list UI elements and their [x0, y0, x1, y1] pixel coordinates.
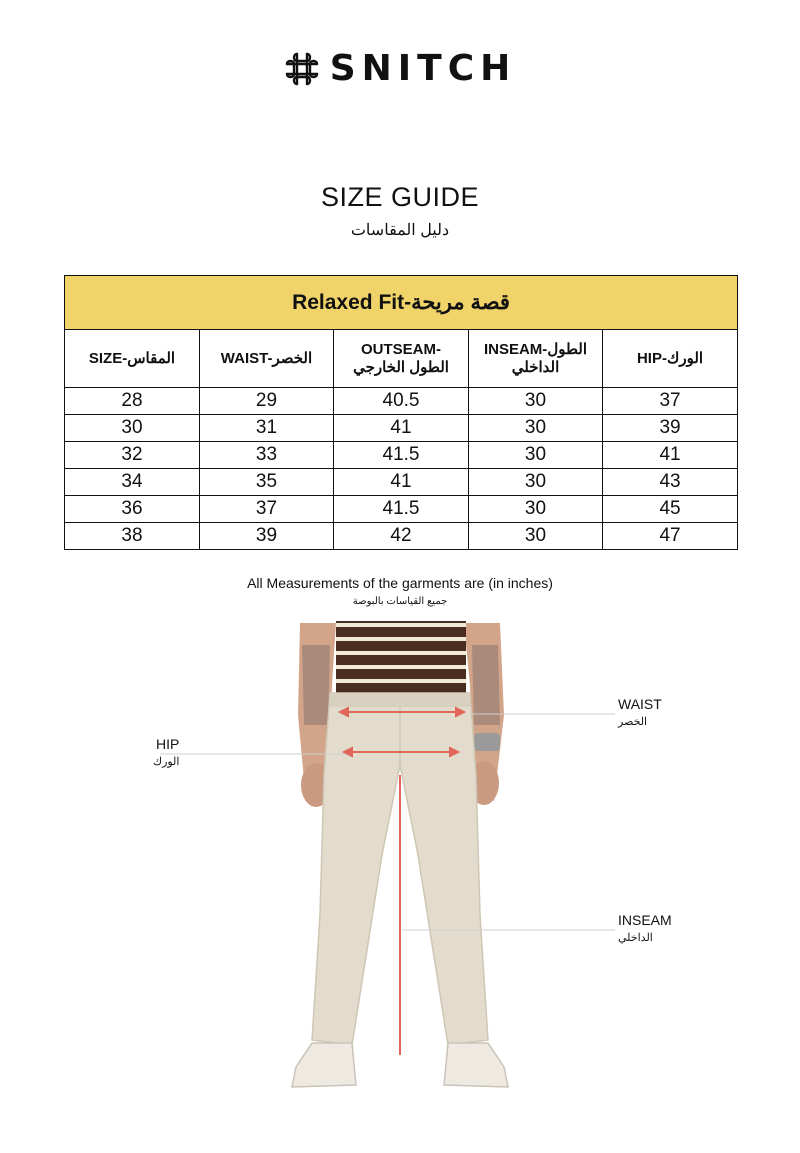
col-header-outseam: OUTSEAM- الطول الخارجي: [334, 330, 469, 388]
col-header-waist: WAIST-الخصر: [200, 330, 334, 388]
cell-hip: 47: [603, 523, 738, 550]
cell-outseam: 41.5: [334, 496, 469, 523]
fit-header-row: [65, 276, 738, 330]
col-header-inseam: INSEAM-الطول الداخلي: [469, 330, 603, 388]
hip-label: HIP: [156, 736, 180, 752]
cell-outseam: 42: [334, 523, 469, 550]
cell-size: 38: [65, 523, 200, 550]
model-figure: [0, 615, 800, 1148]
table-row: [65, 523, 738, 550]
cell-inseam: 30: [469, 442, 603, 469]
model-illustration: [0, 615, 800, 1148]
waist-label: WAIST: [618, 696, 662, 712]
table-row: [65, 442, 738, 469]
cell-waist: 35: [200, 469, 334, 496]
cell-inseam: 30: [469, 496, 603, 523]
column-header-row: [65, 330, 738, 388]
cell-outseam: 41.5: [334, 442, 469, 469]
cell-inseam: 30: [469, 469, 603, 496]
cell-hip: 39: [603, 415, 738, 442]
cell-waist: 33: [200, 442, 334, 469]
table-row: [65, 415, 738, 442]
table-row: [65, 469, 738, 496]
cell-hip: 43: [603, 469, 738, 496]
waist-label-arabic: الخصر: [618, 716, 648, 728]
watch: [474, 733, 500, 751]
hip-label-arabic: الورك: [153, 756, 180, 768]
col-header-size: SIZE-المقاس: [65, 330, 200, 388]
striped-shirt: [336, 621, 466, 701]
cell-inseam: 30: [469, 415, 603, 442]
measurement-note: All Measurements of the garments are (in inches): [247, 575, 553, 591]
cell-waist: 29: [200, 388, 334, 415]
page-subtitle-arabic: دليل المقاسات: [350, 222, 450, 239]
measurement-note-arabic: جميع القياسات بالبوصة: [352, 596, 448, 607]
cell-outseam: 41: [334, 469, 469, 496]
brand-logo: [0, 48, 800, 89]
right-shoe: [444, 1043, 508, 1087]
table-row: [65, 388, 738, 415]
cell-size: 30: [65, 415, 200, 442]
left-shoe: [292, 1043, 356, 1087]
cell-hip: 37: [603, 388, 738, 415]
cell-waist: 39: [200, 523, 334, 550]
cell-inseam: 30: [469, 388, 603, 415]
cell-waist: 31: [200, 415, 334, 442]
cell-hip: 45: [603, 496, 738, 523]
cell-size: 28: [65, 388, 200, 415]
cell-inseam: 30: [469, 523, 603, 550]
page-title: SIZE GUIDE: [320, 182, 480, 212]
cell-outseam: 40.5: [334, 388, 469, 415]
inseam-label: INSEAM: [618, 912, 672, 928]
size-chart-table: [64, 275, 738, 550]
cell-size: 34: [65, 469, 200, 496]
fit-label: Relaxed Fit-قصة مريحة: [65, 276, 738, 330]
brand-name: SNITCH: [329, 48, 517, 89]
col-header-hip: HIP-الورك: [603, 330, 738, 388]
cell-size: 32: [65, 442, 200, 469]
snitch-knot-icon: [284, 51, 320, 87]
cell-outseam: 41: [334, 415, 469, 442]
cell-hip: 41: [603, 442, 738, 469]
inseam-label-arabic: الداخلي: [618, 932, 653, 944]
cell-size: 36: [65, 496, 200, 523]
cell-waist: 37: [200, 496, 334, 523]
table-row: [65, 496, 738, 523]
